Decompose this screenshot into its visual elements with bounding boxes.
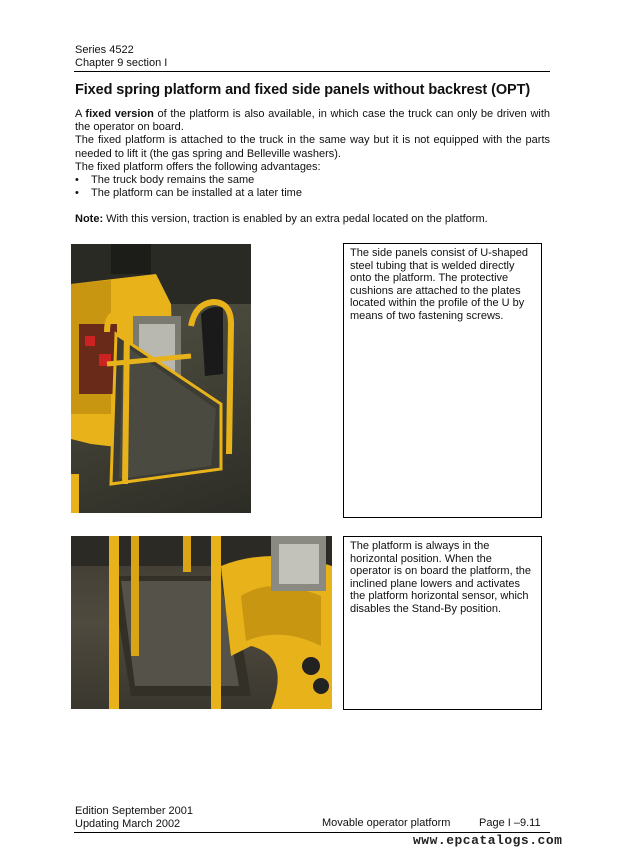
bullet-glyph: • — [75, 174, 79, 187]
advantages-list — [75, 174, 550, 200]
platform-photo-1 — [71, 244, 251, 513]
bullet-glyph: • — [75, 187, 79, 200]
list-item — [75, 187, 550, 200]
bullet-text: The platform can be installed at a later time — [91, 187, 302, 200]
platform-photo-2 — [71, 536, 332, 709]
page-title: Fixed spring platform and fixed side panels without backrest (OPT) — [75, 82, 531, 98]
header-divider — [74, 71, 550, 72]
watermark-link[interactable]: www.epcatalogs.com — [413, 833, 563, 848]
caption-text: The side panels consist of U-shaped steel tubing that is welded directly onto the platform. The protective cushions are attached to the plates located within the profile of the U by means of two fastening screws. — [350, 247, 528, 322]
series-label: Series 4522 — [75, 44, 134, 56]
footer-section-title: Movable operator platform — [322, 817, 451, 829]
intro-text-a: A — [75, 108, 86, 120]
figure-caption-1 — [343, 243, 542, 518]
intro-bold-term: fixed version — [85, 108, 154, 120]
intro-text — [75, 108, 550, 227]
list-item — [75, 174, 550, 187]
footer-edition-block — [75, 805, 193, 831]
intro-text-b: of the platform is also available, in which case the truck can only be driven with the operator on board. — [75, 108, 551, 134]
page-header — [75, 44, 167, 70]
note-text: With this version, traction is enabled by an extra pedal located on the platform. — [103, 213, 488, 226]
figure-caption-2 — [343, 536, 542, 710]
edition-label: Edition September 2001 — [75, 805, 194, 817]
intro-paragraph-3: The fixed platform offers the following advantages: — [75, 160, 321, 173]
updating-label: Updating March 2002 — [75, 818, 181, 830]
note-label: Note: — [75, 213, 104, 226]
caption-text: The platform is always in the horizontal position. When the operator is on board the platform, the inclined plane lowers and activates the platform horizontal sensor, which disables the Stand-By position. — [350, 540, 531, 615]
bullet-text: The truck body remains the same — [91, 174, 255, 187]
note-paragraph — [75, 213, 550, 226]
intro-paragraph-2: The fixed platform is attached to the truck in the same way but it is not equipped with the parts needed to lift it (the gas spring and Belleville washers). — [75, 134, 550, 160]
intro-paragraph-1 — [75, 108, 550, 134]
chapter-label: Chapter 9 section I — [75, 57, 168, 69]
page-number: Page I –9.11 — [479, 817, 541, 829]
